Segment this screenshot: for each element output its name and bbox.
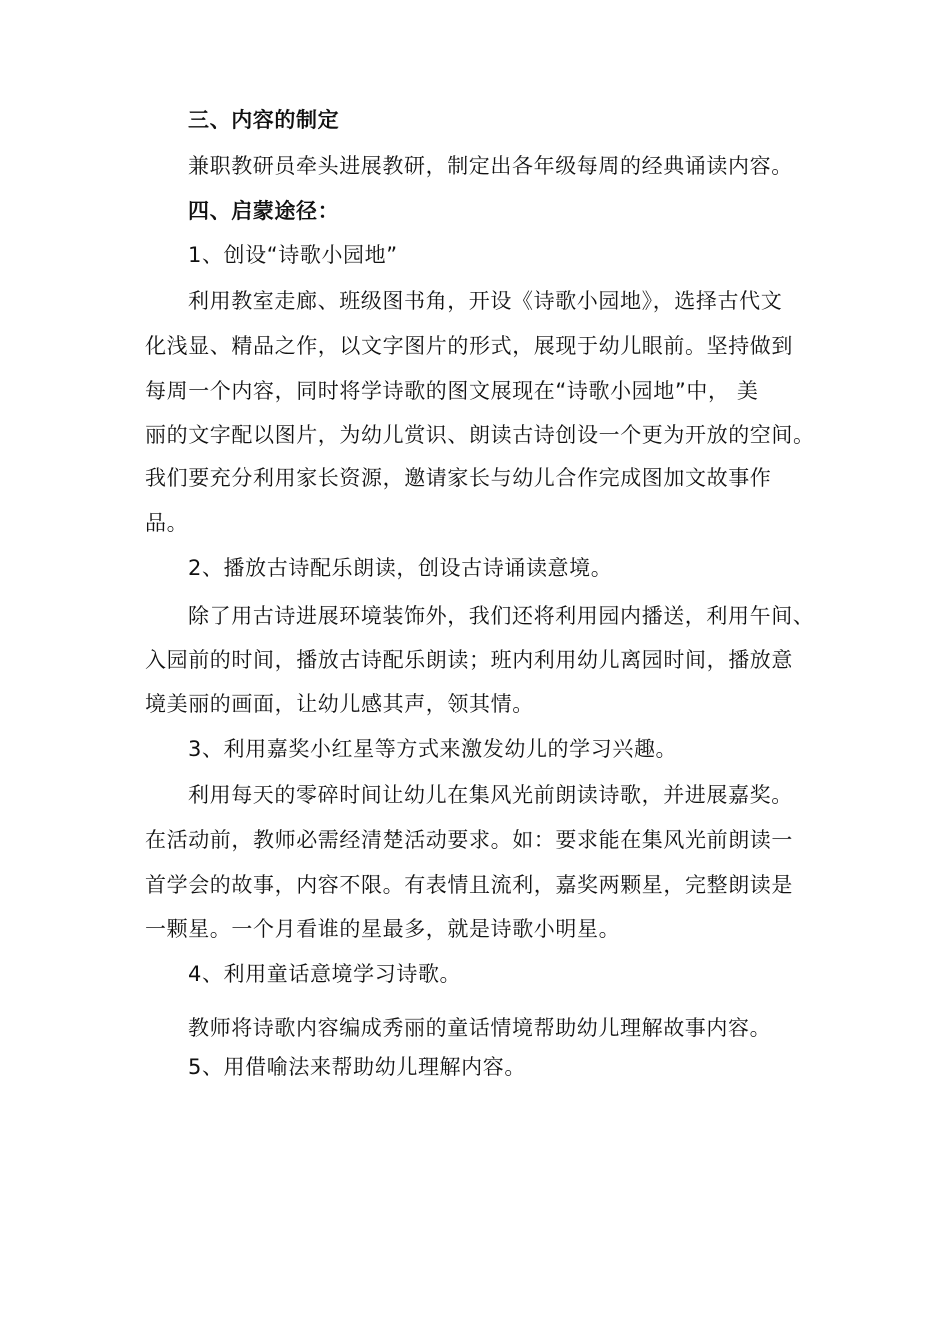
section-heading-content: 三、内容的制定 — [188, 108, 340, 132]
paragraph-line: 丽的文字配以图片，为幼儿赏识、朗读古诗创设一个更为开放的空间。 — [145, 423, 815, 447]
paragraph-line: 除了用古诗进展环境装饰外，我们还将利用园内播送，利用午间、 — [188, 604, 815, 628]
paragraph-line: 入园前的时间，播放古诗配乐朗读；班内利用幼儿离园时间，播放意 — [145, 648, 793, 672]
section-heading-approach: 四、启蒙途径： — [188, 199, 340, 223]
paragraph-line: 境美丽的画面，让幼儿感其声，领其情。 — [145, 692, 534, 716]
paragraph-line: 一颗星。一个月看谁的星最多，就是诗歌小明星。 — [145, 917, 621, 941]
subheading-5: 5、用借喻法来帮助幼儿理解内容。 — [188, 1055, 526, 1079]
paragraph-line: 品。 — [145, 511, 189, 535]
paragraph-line: 在活动前，教师必需经清楚活动要求。如：要求能在集风光前朗读一 — [145, 828, 793, 852]
paragraph-line: 化浅显、精品之作，以文字图片的形式，展现于幼儿眼前。坚持做到 — [145, 334, 793, 358]
paragraph-line: 利用每天的零碎时间让幼儿在集风光前朗读诗歌，并进展嘉奖。 — [188, 783, 793, 807]
paragraph-line: 首学会的故事，内容不限。有表情且流利，嘉奖两颗星，完整朗读是 — [145, 873, 793, 897]
paragraph-line: 我们要充分利用家长资源，邀请家长与幼儿合作完成图加文故事作 — [145, 466, 772, 490]
subheading-2: 2、播放古诗配乐朗读，创设古诗诵读意境。 — [188, 556, 613, 580]
paragraph-line: 教师将诗歌内容编成秀丽的童话情境帮助幼儿理解故事内容。 — [188, 1016, 772, 1040]
subheading-4: 4、利用童话意境学习诗歌。 — [188, 962, 462, 986]
paragraph-line: 利用教室走廊、班级图书角，开设《诗歌小园地》，选择古代文 — [188, 289, 783, 313]
paragraph-line: 兼职教研员牵头进展教研，制定出各年级每周的经典诵读内容。 — [188, 154, 793, 178]
subheading-1: 1、创设“诗歌小园地” — [188, 243, 398, 267]
subheading-3: 3、利用嘉奖小红星等方式来激发幼儿的学习兴趣。 — [188, 737, 678, 761]
paragraph-line: 每周一个内容，同时将学诗歌的图文展现在“诗歌小园地”中， 美 — [145, 379, 759, 403]
